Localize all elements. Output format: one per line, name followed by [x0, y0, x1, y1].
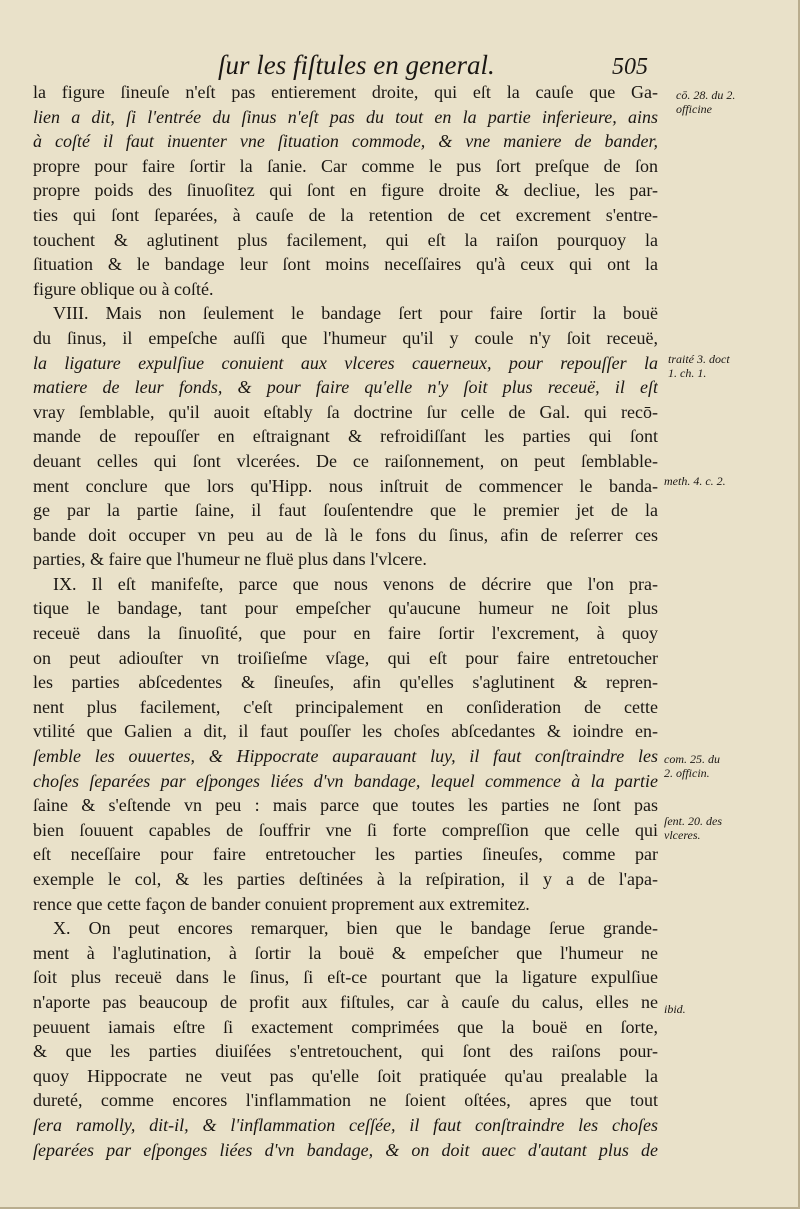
- text-line: les parties abſcedentes & ſineuſes, afin qu'elles s'aglutinent & repren-: [33, 672, 658, 693]
- text-line: ſituation & le bandage leur ſont moins neceſſaires qu'à ceux qui ont la: [33, 254, 658, 275]
- text-line: dureté, comme encores l'inflammation ne ſoient oſtées, apres que tout: [33, 1090, 658, 1111]
- margin-note-6: [664, 1002, 686, 1016]
- margin-note-line: traité 3. doct: [668, 352, 730, 366]
- text-line: bande doit occuper vn peu au de là le fons du ſinus, afin de reſerrer ces: [33, 524, 658, 545]
- text-line: vray ſemblable, qu'il auoit eſtably ſa doctrine ſur celle de Gal. qui recō-: [33, 401, 658, 422]
- page-number: 505: [612, 54, 648, 80]
- margin-note-3: [664, 474, 726, 488]
- text-line: à coſté il faut inuenter vne ſituation commode, & vne maniere de bander,: [33, 131, 658, 152]
- margin-note-1: [676, 88, 735, 116]
- text-line: & que les parties diuiſées s'entretouchent, qui ſont des raiſons pour-: [33, 1041, 658, 1062]
- text-line: mande de repouſſer en eſtraignant & refroidiſſant les parties qui ſont: [33, 426, 658, 447]
- margin-note-line: vlceres.: [664, 828, 701, 842]
- text-line: vtilité que Galien a dit, il faut pouſſer les choſes abſcedantes & ioindre en-: [33, 721, 658, 742]
- margin-note-line: 1. ch. 1.: [668, 366, 707, 380]
- running-title: ſur les fiſtules en general.: [218, 50, 495, 80]
- text-line: du ſinus, il empeſche auſſi que l'humeur qu'il y coule n'y ſoit receuë,: [33, 327, 658, 348]
- margin-note-5: [664, 814, 722, 842]
- text-line: ties qui ſont ſeparées, à cauſe de la retention de cet excrement s'entre-: [33, 204, 658, 225]
- text-line: parties, & faire que l'humeur ne fluë plus dans l'vlcere.: [33, 549, 427, 570]
- text-line: figure oblique ou à coſté.: [33, 278, 214, 299]
- text-line: ment à l'aglutination, à ſortir la bouë & empeſcher que l'humeur ne: [33, 942, 658, 963]
- text-line: ſoit plus receuë dans le ſinus, ſi eſt-ce pourtant que la ligature expulſiue: [33, 967, 658, 988]
- text-line: matiere de leur fonds, & pour faire qu'elle n'y ſoit plus receuë, il eſt: [33, 377, 658, 398]
- margin-note-line: cō. 28. du 2.: [676, 88, 736, 102]
- text-line: ment conclure que lors qu'Hipp. nous inſtruit de commencer le banda-: [33, 475, 658, 496]
- text-line: quoy Hippocrate ne veut pas qu'elle ſoit pratiquée qu'au prealable la: [33, 1065, 658, 1086]
- text-line: ſera ramolly, dit-il, & l'inflammation ceſſée, il faut conſtraindre les choſes: [33, 1114, 658, 1135]
- margin-note-line: officine: [676, 102, 712, 116]
- margin-note-line: ibid.: [664, 1002, 686, 1016]
- text-line: bien ſouuent capables de ſouffrir vne ſi forte compreſſion que celle qui: [33, 819, 658, 840]
- text-line: ſemble les ouuertes, & Hippocrate auparauant luy, il faut conſtraindre les: [33, 746, 658, 767]
- text-line: ge par la partie ſaine, il faut ſouſentendre que le premier jet de la: [33, 500, 658, 521]
- text-line: rence que cette façon de bander conuient proprement aux extremitez.: [33, 893, 530, 914]
- paragraph-start-x: X. On peut encores remarquer, bien que le bandage ſerue grande-: [53, 918, 658, 939]
- text-line: la ligature expulſiue conuient aux vlceres cauerneux, pour repouſſer la: [33, 352, 658, 373]
- text-line: tique le bandage, tant pour empeſcher qu'aucune humeur ne ſoit plus: [33, 598, 658, 619]
- margin-note-line: meth. 4. c. 2.: [664, 474, 726, 488]
- text-line: propre pour faire ſortir la ſanie. Car comme le pus ſort preſque de ſon: [33, 155, 658, 176]
- text-line: lien a dit, ſi l'entrée du ſinus n'eſt pas du tout en la partie inferieure, ains: [33, 106, 658, 127]
- text-line: la figure ſineuſe n'eſt pas entierement droite, qui eſt la cauſe que Ga-: [33, 82, 658, 102]
- paragraph-start-viii: VIII. Mais non ſeulement le bandage ſert pour faire ſortir la bouë: [53, 303, 658, 324]
- text-line: choſes ſeparées par eſponges liées d'vn bandage, lequel commence à la partie: [33, 770, 658, 791]
- margin-note-line: 2. officin.: [664, 766, 710, 780]
- margin-note-2: [668, 352, 730, 380]
- text-line: nent plus facilement, c'eſt principalement en conſideration de cette: [33, 696, 658, 717]
- paragraph-start-ix: IX. Il eſt manifeſte, parce que nous venons de décrire que l'on pra-: [53, 573, 658, 594]
- text-line: deuant celles qui ſont vlcerées. De ce raiſonnement, on peut ſemblable-: [33, 450, 658, 471]
- text-line: ſeparées par eſponges liées d'vn bandage, & on doit auec d'autant plus de: [33, 1139, 658, 1160]
- margin-note-line: com. 25. du: [664, 752, 720, 766]
- text-line: receuë dans la ſinuoſité, que pour en faire ſortir l'excrement, à quoy: [33, 623, 658, 644]
- text-line: on peut adiouſter vn troiſieſme vſage, qui eſt pour faire entretoucher: [33, 647, 658, 668]
- text-line: eſt neceſſaire pour faire entretoucher les parties ſineuſes, comme par: [33, 844, 658, 865]
- text-line: exemple le col, & les parties deſtinées à la reſpiration, il y a de l'apa-: [33, 869, 658, 889]
- text-line: peuuent iamais eſtre ſi exactement comprimées que la bouë en ſorte,: [33, 1016, 658, 1037]
- margin-note-line: ſent. 20. des: [664, 814, 722, 828]
- text-line: n'aporte pas beaucoup de profit aux fiſtules, car à cauſe du calus, elles ne: [33, 991, 658, 1012]
- text-line: touchent & aglutinent plus facilement, qui eſt la raiſon pourquoy la: [33, 229, 658, 250]
- text-line: propre poids des ſinuoſitez qui ſont en figure droite & decliue, les par-: [33, 180, 658, 201]
- margin-note-4: [664, 752, 720, 780]
- text-line: ſaine & s'eſtende vn peu : mais parce que toutes les parties ne ſont pas: [33, 795, 658, 816]
- body-text: [33, 80, 658, 1162]
